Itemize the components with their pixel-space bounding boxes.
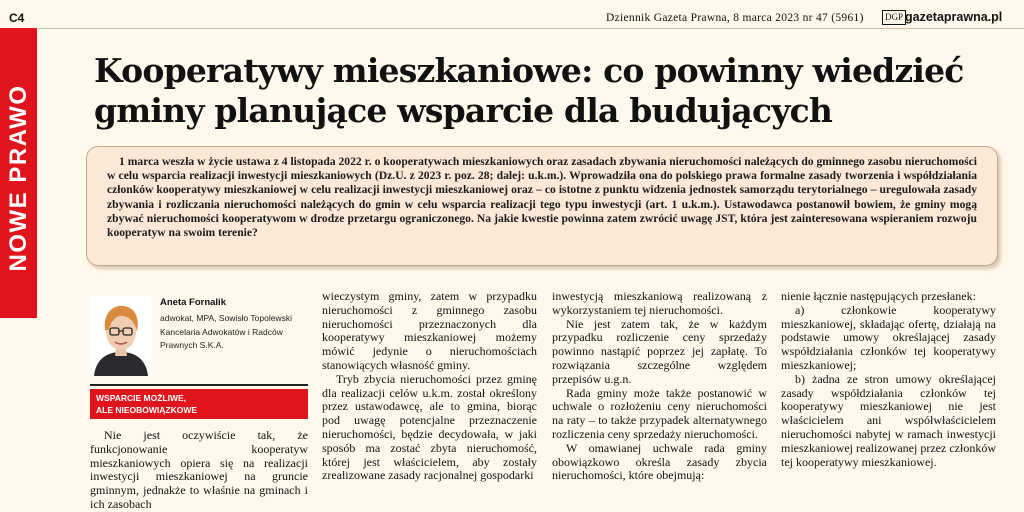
page-header <box>0 0 1024 28</box>
issue-line: Dziennik Gazeta Prawna, 8 marca 2023 nr 47 (5961) <box>606 12 864 24</box>
dgp-logo: DGP <box>882 10 906 25</box>
paragraph: inwestycją mieszkaniową realizowaną z wykorzystaniem tej nieruchomości. <box>552 289 767 317</box>
section-kicker <box>90 389 308 419</box>
author-box <box>90 296 300 376</box>
kicker-line-2: ALE NIEOBOWIĄZKOWE <box>96 405 198 415</box>
article-column-2 <box>322 290 537 483</box>
kicker-line-1: WSPARCIE MOŻLIWE, <box>96 393 187 403</box>
list-item: a) członkowie kooperatywy mieszkaniowej, składając ofertę, działają na podstawie umowy określającej zasady współdziałania członków tej kooperatywy mieszkaniowej; <box>781 302 996 372</box>
paragraph: Nie jest oczywiście tak, że funkcjonowanie kooperatyw mieszkaniowych opiera się na realizacji inwestycji mieszkaniowej na gruncie gminnym, jednakże to właśnie na gminach i ich zasobach <box>90 428 308 511</box>
author-name: Aneta Fornalik <box>160 297 226 308</box>
paragraph: wieczystym gminy, zatem w przypadku nieruchomości z gminnego zasobu nieruchomości przeznaczonych dla kooperatywy mieszkaniowej możemy mówić jedynie o nieruchomościach stanowiących własność gminy. <box>322 289 537 372</box>
paragraph: nienie łącznie następujących przesłanek: <box>781 289 976 303</box>
author-photo <box>90 296 152 376</box>
header-divider <box>38 28 1024 29</box>
list-item: b) żadna ze stron umowy określającej zasady współdziałania członków tej kooperatywy mieszkaniowej nie jest właścicielem ani współwłaścicielem nieruchomości nabytej w ramach inwestycji mieszkaniowej realizowanej przez członków tej kooperatywy mieszkaniowej. <box>781 371 996 469</box>
kicker-divider <box>90 384 308 386</box>
paragraph: W omawianej uchwale rada gminy obowiązkowo określa zasady zbycia nieruchomości, które obejmują: <box>552 440 767 483</box>
headline: Kooperatywy mieszkaniowe: co powinny wiedzieć gminy planujące wsparcie dla budujących <box>94 51 964 130</box>
author-description: adwokat, MPA, Sowisło Topolewski Kancelaria Adwokatów i Radców Prawnych S.K.A. <box>160 313 292 350</box>
section-sidebar <box>0 28 37 318</box>
lead-text: 1 marca weszła w życie ustawa z 4 listopada 2022 r. o kooperatywach mieszkaniowych oraz zasadach zbywania nieruchomości należących do gminnego zasobu nieruchomości w celu wsparcia realizacji inwestycji mieszkaniowych (Dz.U. z 2023 r. poz. 28; dalej: u.k.m.). Wprowadziła ona do polskiego prawa formalne zasady tworzenia i współdziałania członków kooperatywy mieszkaniowej w celu realizacji inwestycji mieszkaniowej oraz – co istotne z punktu widzenia jednostek samorządu terytorialnego – uregulowała zasady zbywania i rozliczania nieruchomości należących do gmin w celu wsparcia realizacji tego typu inwestycji (art. 1 u.k.m.). Ustawodawca postanowił bowiem, że gminy mogą zbywać nieruchomości kooperatywom w drodze przetargu ograniczonego. Na jakie kwestie powinna zatem zwrócić uwagę JST, która jest zainteresowana wspieraniem rozwoju kooperatyw na swoim terenie? <box>107 155 977 240</box>
article-column-4 <box>781 290 996 469</box>
site-link[interactable]: gazetaprawna.pl <box>905 10 1003 24</box>
paragraph: Tryb zbycia nieruchomości przez gminę dla realizacji celów u.k.m. został określony przez ustawodawcę, ale to gmina, biorąc pod uwagę potencjalne przeznaczenie nieruchomości, będzie decydowała, w jaki sposób ma zostać zbyta nieruchomość, której jest właścicielem, aby zostały zrealizowane zasady racjonalnej gospodarki <box>322 371 537 483</box>
article-column-3 <box>552 290 767 483</box>
section-label: NOWE PRAWO <box>5 84 32 272</box>
lead-box <box>86 146 998 266</box>
paragraph: Rada gminy może także postanowić w uchwale o rozłożeniu ceny nieruchomości na raty – to także przypadek alternatywnego rozliczenia ceny sprzedaży nieruchomości. <box>552 385 767 441</box>
page-number: C4 <box>9 11 25 25</box>
paragraph: Nie jest zatem tak, że w każdym przypadku rozliczenie ceny sprzedaży powinno nastąpić poprzez jej zapłatę. To rozwiązania szczególne względem przepisów u.g.n. <box>552 316 767 386</box>
article-column-1 <box>90 429 308 512</box>
